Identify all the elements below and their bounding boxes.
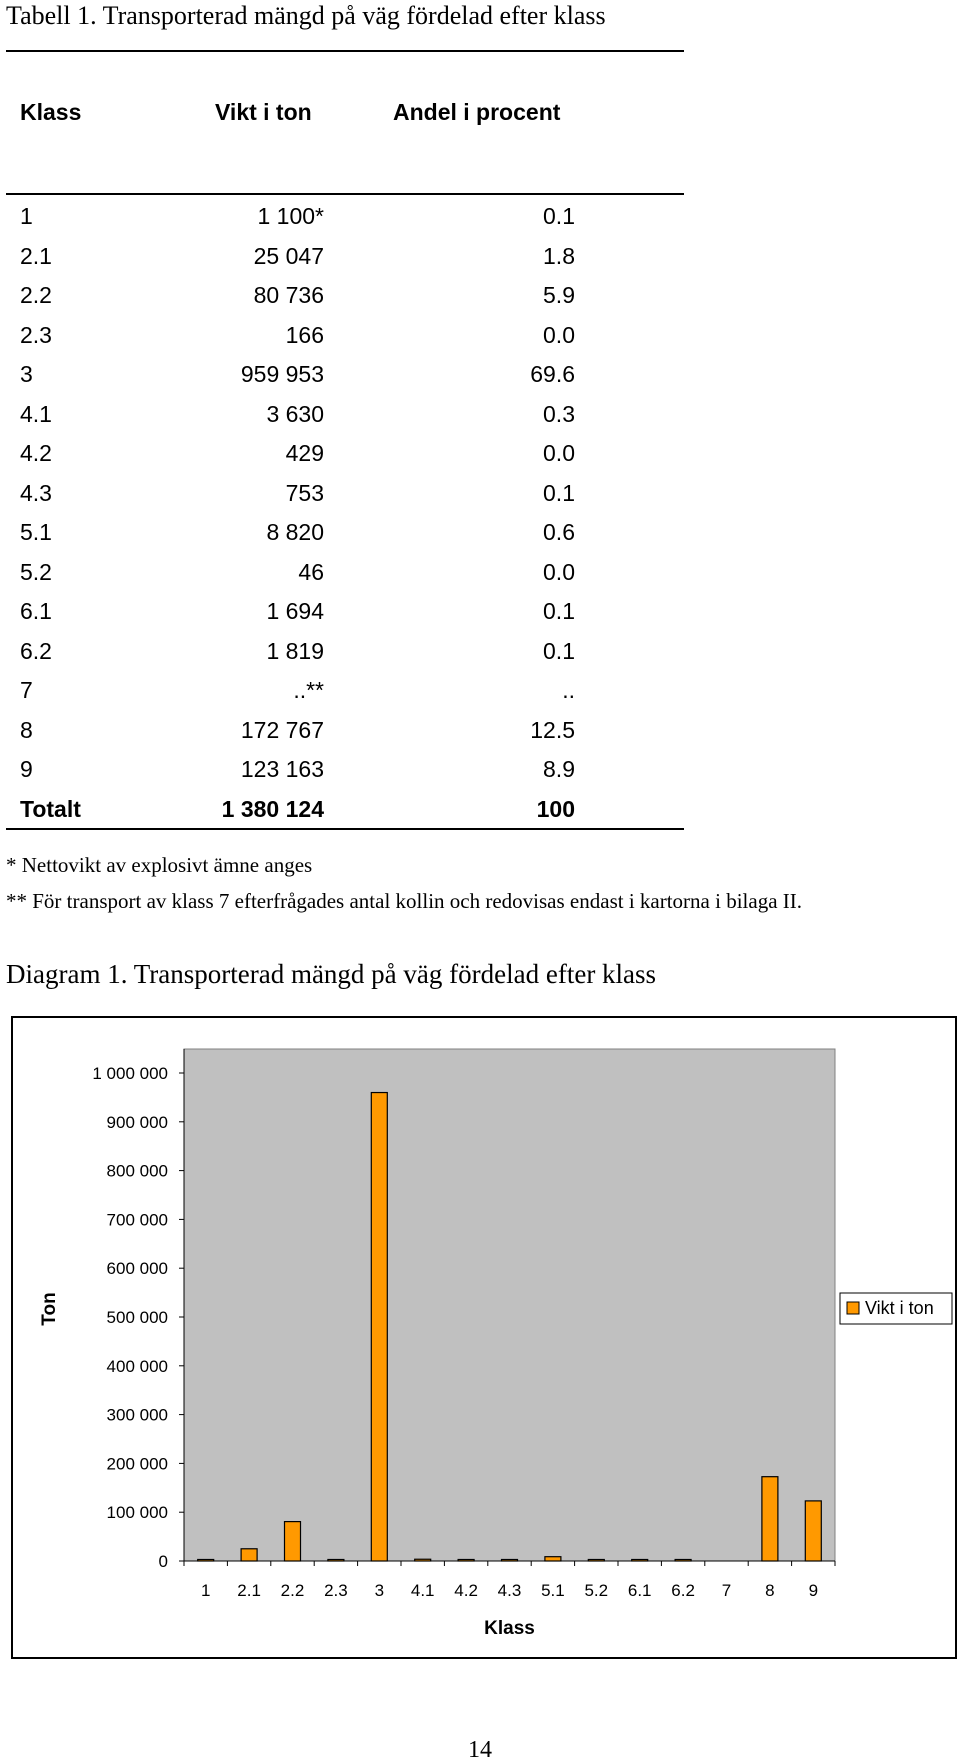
y-tick-label: 900 000 (106, 1112, 168, 1132)
row-vikt: ..** (293, 677, 324, 703)
row-vikt: 46 (298, 558, 324, 585)
row-klass: 1 (20, 203, 33, 229)
row-andel: 0.6 (543, 519, 575, 545)
row-vikt: 172 767 (240, 716, 324, 743)
header-klass: Klass (20, 99, 82, 125)
row-vikt: 8 820 (266, 519, 324, 545)
bar-chart (13, 1018, 955, 1657)
row-andel: 1.8 (543, 242, 575, 269)
y-tick-label: 200 000 (106, 1454, 168, 1474)
chart-frame (11, 1016, 957, 1659)
row-vikt: 1 694 (266, 598, 324, 624)
row-andel: 0.1 (543, 637, 575, 664)
row-klass: 8 (20, 716, 33, 743)
y-tick-label: 300 000 (106, 1405, 168, 1425)
row-andel: 0.0 (543, 440, 575, 466)
y-tick-label: 500 000 (106, 1308, 168, 1327)
row-vikt: 3 630 (266, 400, 324, 427)
row-klass: 7 (20, 677, 33, 703)
y-tick-label: 400 000 (106, 1356, 168, 1376)
bar-6-2 (675, 1560, 691, 1562)
row-andel: 0.3 (543, 400, 575, 427)
row-andel: 0.1 (543, 203, 575, 229)
total-label: Totalt (20, 796, 81, 822)
total-andel: 100 (536, 796, 575, 822)
row-klass: 3 (20, 361, 33, 387)
y-tick-label: 700 000 (106, 1210, 168, 1230)
x-tick-label: 2.1 (237, 1581, 261, 1600)
table-top-rule (6, 50, 684, 52)
diagram-caption: Diagram 1. Transporterad mängd på väg fördelad efter klass (6, 959, 657, 989)
x-tick-label: 4.1 (410, 1581, 435, 1600)
row-andel: 12.5 (530, 716, 575, 743)
legend-label: Vikt i ton (865, 1298, 934, 1318)
x-tick-label: 3 (374, 1581, 385, 1600)
row-klass: 4.1 (20, 400, 52, 427)
bar-5-1 (545, 1557, 561, 1561)
row-vikt: 1 819 (266, 637, 324, 664)
table-header-rule (6, 193, 684, 195)
row-vikt: 429 (285, 440, 324, 466)
bar-9 (805, 1501, 821, 1561)
row-klass: 9 (20, 756, 33, 782)
x-tick-label: 9 (808, 1581, 819, 1600)
row-vikt: 959 953 (240, 361, 324, 387)
bar-4-1 (415, 1559, 431, 1561)
bar-2-2 (285, 1522, 301, 1561)
bar-4-3 (502, 1560, 518, 1562)
x-tick-label: 6.2 (671, 1581, 695, 1600)
row-klass: 5.1 (20, 519, 52, 545)
page-number: 14 (468, 1737, 492, 1763)
row-andel: 5.9 (543, 282, 575, 308)
bar-4-2 (458, 1560, 474, 1562)
row-andel: 0.0 (543, 558, 575, 585)
row-andel: 8.9 (543, 756, 575, 782)
row-klass: 2.3 (20, 321, 52, 348)
row-vikt: 123 163 (240, 756, 324, 782)
row-vikt: 1 100* (257, 203, 324, 229)
x-tick-label: 5.1 (541, 1581, 565, 1600)
x-tick-label: 1 (200, 1581, 211, 1600)
x-tick-label: 7 (721, 1581, 732, 1600)
row-klass: 4.2 (20, 440, 52, 466)
header-vikt: Vikt i ton (215, 99, 312, 125)
row-klass: 6.2 (20, 637, 52, 664)
row-klass: 4.3 (20, 479, 52, 506)
header-andel: Andel i procent (393, 99, 561, 125)
bar-3 (371, 1093, 387, 1561)
row-vikt: 753 (285, 479, 324, 506)
row-andel: 0.1 (543, 598, 575, 624)
x-tick-label: 4.2 (454, 1581, 478, 1600)
table-bottom-rule (6, 828, 684, 830)
row-klass: 2.1 (20, 242, 52, 269)
row-klass: 6.1 (20, 598, 52, 624)
x-tick-label: 6.1 (627, 1581, 652, 1600)
row-vikt: 166 (285, 321, 324, 348)
bar-2-3 (328, 1560, 344, 1562)
row-klass: 2.2 (20, 282, 52, 308)
row-andel: 69.6 (530, 361, 575, 387)
x-tick-label: 8 (765, 1581, 775, 1600)
y-tick-label: 0 (158, 1552, 168, 1571)
y-tick-label: 600 000 (106, 1259, 168, 1279)
bar-2-1 (241, 1549, 257, 1561)
row-vikt: 25 047 (253, 242, 324, 269)
bar-6-1 (632, 1560, 648, 1562)
x-tick-label: 4.3 (497, 1581, 522, 1600)
y-axis-title: Ton (39, 1292, 60, 1326)
row-vikt: 80 736 (253, 282, 324, 308)
x-tick-label: 5.2 (584, 1581, 609, 1600)
footnote-class7: ** För transport av klass 7 efterfrågades antal kollin och redovisas endast i kartorna i bilaga II. (6, 889, 803, 913)
x-tick-label: 2.2 (280, 1581, 305, 1600)
y-tick-label: 1 000 000 (92, 1064, 168, 1083)
row-klass: 5.2 (20, 558, 52, 585)
row-andel: 0.1 (543, 479, 575, 506)
x-tick-label: 2.3 (324, 1581, 348, 1600)
legend-swatch (847, 1302, 859, 1314)
y-tick-label: 800 000 (106, 1161, 168, 1181)
row-andel: .. (562, 677, 575, 703)
bar-5-2 (588, 1560, 604, 1562)
x-axis-title: Klass (484, 1618, 535, 1639)
bar-8 (762, 1477, 778, 1561)
footnote-explosive: * Nettovikt av explosivt ämne anges (6, 853, 313, 877)
plot-area (184, 1049, 835, 1561)
row-andel: 0.0 (543, 321, 575, 348)
y-tick-label: 100 000 (106, 1503, 168, 1523)
bar-1 (198, 1560, 214, 1562)
table-caption: Tabell 1. Transporterad mängd på väg fördelad efter klass (6, 1, 606, 30)
total-vikt: 1 380 124 (221, 796, 324, 822)
